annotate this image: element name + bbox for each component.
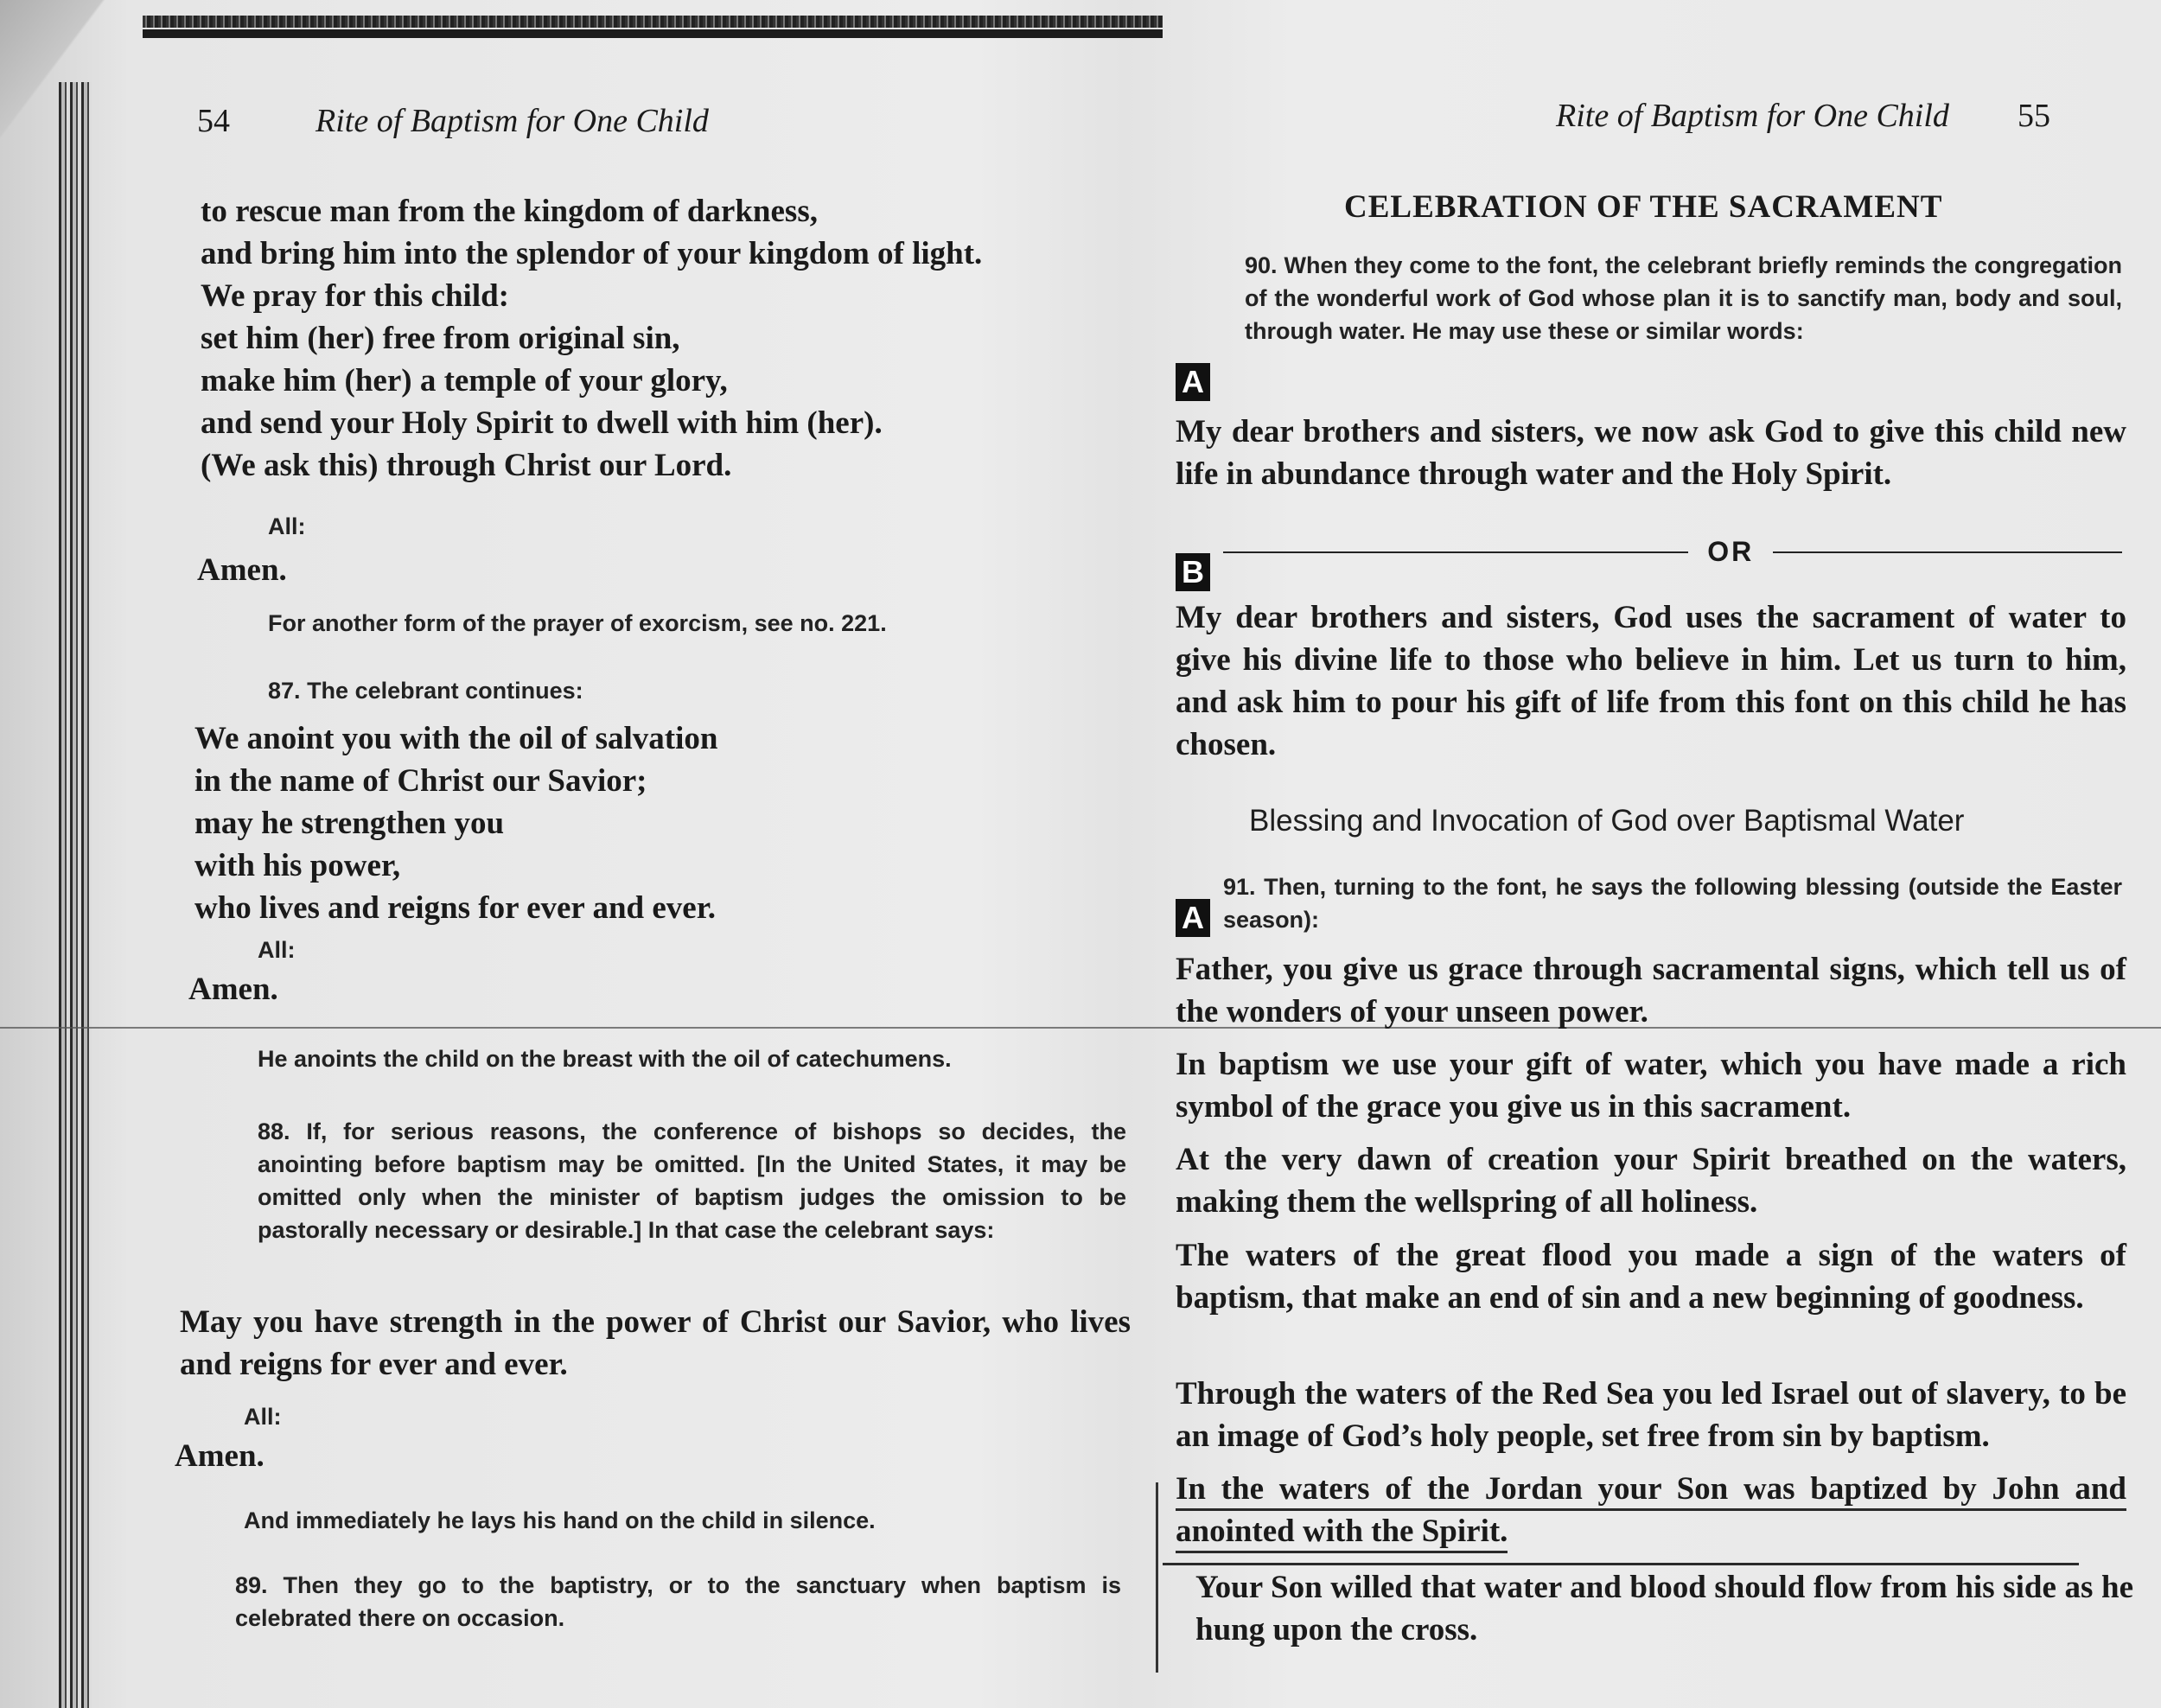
- prayer-line: We pray for this child:: [201, 278, 509, 314]
- paragraph-number: 88.: [258, 1118, 290, 1144]
- prayer-line: and send your Holy Spirit to dwell with him (her).: [201, 405, 883, 441]
- option-a-text: My dear brothers and sisters, we now ask God to give this child new life in abundance through water and the Holy Spirit.: [1176, 414, 2126, 492]
- or-rule-right: [1773, 551, 2122, 553]
- all-label: All:: [258, 937, 296, 963]
- p91-option-badge: A: [1176, 899, 1210, 937]
- paragraph-88: [258, 1115, 1126, 1246]
- option-a-badge: A: [1176, 363, 1210, 401]
- paragraph-number: 87.: [268, 678, 301, 704]
- paragraph-rubric: The celebrant continues:: [307, 678, 583, 704]
- paragraph-text: Then they go to the baptistry, or to the sanctuary when baptism is celebrated there on occasion.: [235, 1572, 1121, 1631]
- handwritten-underline: [1163, 1563, 2079, 1565]
- amen-response: Amen.: [188, 972, 278, 1007]
- anointing-prayer: [194, 717, 717, 929]
- prayer-line: may he strengthen you: [194, 806, 505, 841]
- paragraph-number: 89.: [235, 1572, 268, 1598]
- section-heading: CELEBRATION OF THE SACRAMENT: [1344, 189, 1943, 225]
- right-page-number: 55: [2017, 98, 2050, 134]
- anointing-rubric: He anoints the child on the breast with the oil of catechumens.: [258, 1046, 952, 1072]
- prayer-line: set him (her) free from original sin,: [201, 321, 680, 356]
- paragraph-text: When they come to the font, the celebrant briefly reminds the congregation of the wonderful work of God whose plan it is to sanctify man, body and soul, through water. He may use these or similar words:: [1245, 252, 2122, 344]
- prayer-line: and bring him into the splendor of your kingdom of light.: [201, 236, 983, 271]
- prayer-line: (We ask this) through Christ our Lord.: [201, 448, 732, 483]
- option-b-badge: B: [1176, 553, 1210, 591]
- exorcism-note: For another form of the prayer of exorcism, see no. 221.: [268, 610, 887, 636]
- blessing-paragraph: Father, you give us grace through sacramental signs, which tell us of the wonders of your unseen power.: [1176, 952, 2126, 1029]
- prayer-line: in the name of Christ our Savior;: [194, 763, 647, 799]
- paragraph-number: 91.: [1223, 874, 1256, 900]
- or-label: OR: [1707, 536, 1755, 567]
- prayer-line: make him (her) a temple of your glory,: [201, 363, 728, 398]
- paragraph-number: 90.: [1245, 252, 1278, 278]
- left-running-title: Rite of Baptism for One Child: [316, 103, 709, 139]
- blessing-paragraph-underlined: [1176, 1468, 2126, 1552]
- blessing-heading: Blessing and Invocation of God over Baptismal Water: [1249, 804, 1965, 838]
- right-running-title: Rite of Baptism for One Child: [1556, 98, 1949, 134]
- paragraph-text: If, for serious reasons, the conference of bishops so decides, the anointing before baptism may be omitted. [In the United States, it may be omitted only when the minister of baptism judges the omission to be pastorally necessary or desirable.] In that case the celebrant says:: [258, 1118, 1126, 1243]
- silence-rubric: And immediately he lays his hand on the child in silence.: [244, 1507, 876, 1533]
- blessing-paragraph: The waters of the great flood you made a sign of the waters of baptism, that make an end of sin and a new beginning of goodness.: [1176, 1238, 2126, 1316]
- amen-response: Amen.: [197, 552, 287, 588]
- or-separator: [1223, 536, 2122, 568]
- right-running-head: [1556, 97, 2050, 135]
- paragraph-90: [1245, 249, 2122, 347]
- prayer-line: with his power,: [194, 848, 401, 883]
- blessing-paragraph: Through the waters of the Red Sea you led Israel out of slavery, to be an image of God’s holy people, set free from sin by baptism.: [1176, 1376, 2126, 1454]
- book-spine: [59, 82, 92, 1708]
- paragraph-91: [1223, 870, 2122, 936]
- blessing-paragraph: At the very dawn of creation your Spirit breathed on the waters, making them the wellspring of all holiness.: [1176, 1142, 2126, 1220]
- all-label: All:: [268, 513, 306, 539]
- or-rule-left: [1223, 551, 1688, 553]
- strength-prayer: May you have strength in the power of Christ our Savior, who lives and reigns for ever and ever.: [180, 1304, 1131, 1382]
- left-running-head: [197, 102, 709, 140]
- prayer-line: to rescue man from the kingdom of darkness,: [201, 194, 818, 229]
- top-border-rule-dark: [143, 29, 1163, 38]
- all-label: All:: [244, 1404, 282, 1430]
- blessing-paragraph: In baptism we use your gift of water, which you have made a rich symbol of the grace you give us in this sacrament.: [1176, 1047, 2126, 1125]
- amen-response: Amen.: [175, 1438, 265, 1474]
- prayer-line: We anoint you with the oil of salvation: [194, 721, 718, 756]
- paragraph-text: Then, turning to the font, he says the following blessing (outside the Easter season):: [1223, 874, 2122, 933]
- paragraph-87: [268, 674, 583, 707]
- prayer-line: who lives and reigns for ever and ever.: [194, 890, 716, 926]
- left-page-number: 54: [197, 103, 230, 139]
- handwritten-margin-line: [1156, 1482, 1158, 1673]
- blessing-paragraph: Your Son willed that water and blood should flow from his side as he hung upon the cross.: [1195, 1570, 2133, 1647]
- paragraph-89: [235, 1569, 1121, 1635]
- exorcism-prayer: [201, 190, 982, 487]
- handwritten-underline-text: In the waters of the Jordan your Son was baptized by John and anointed with the Spirit.: [1176, 1471, 2126, 1553]
- top-border-rule: [143, 16, 1163, 28]
- option-b-text: My dear brothers and sisters, God uses the sacrament of water to give his divine life to those who believe in him. Let us turn to him, and ask him to pour his gift of life from this font on this child he has chosen.: [1176, 600, 2126, 762]
